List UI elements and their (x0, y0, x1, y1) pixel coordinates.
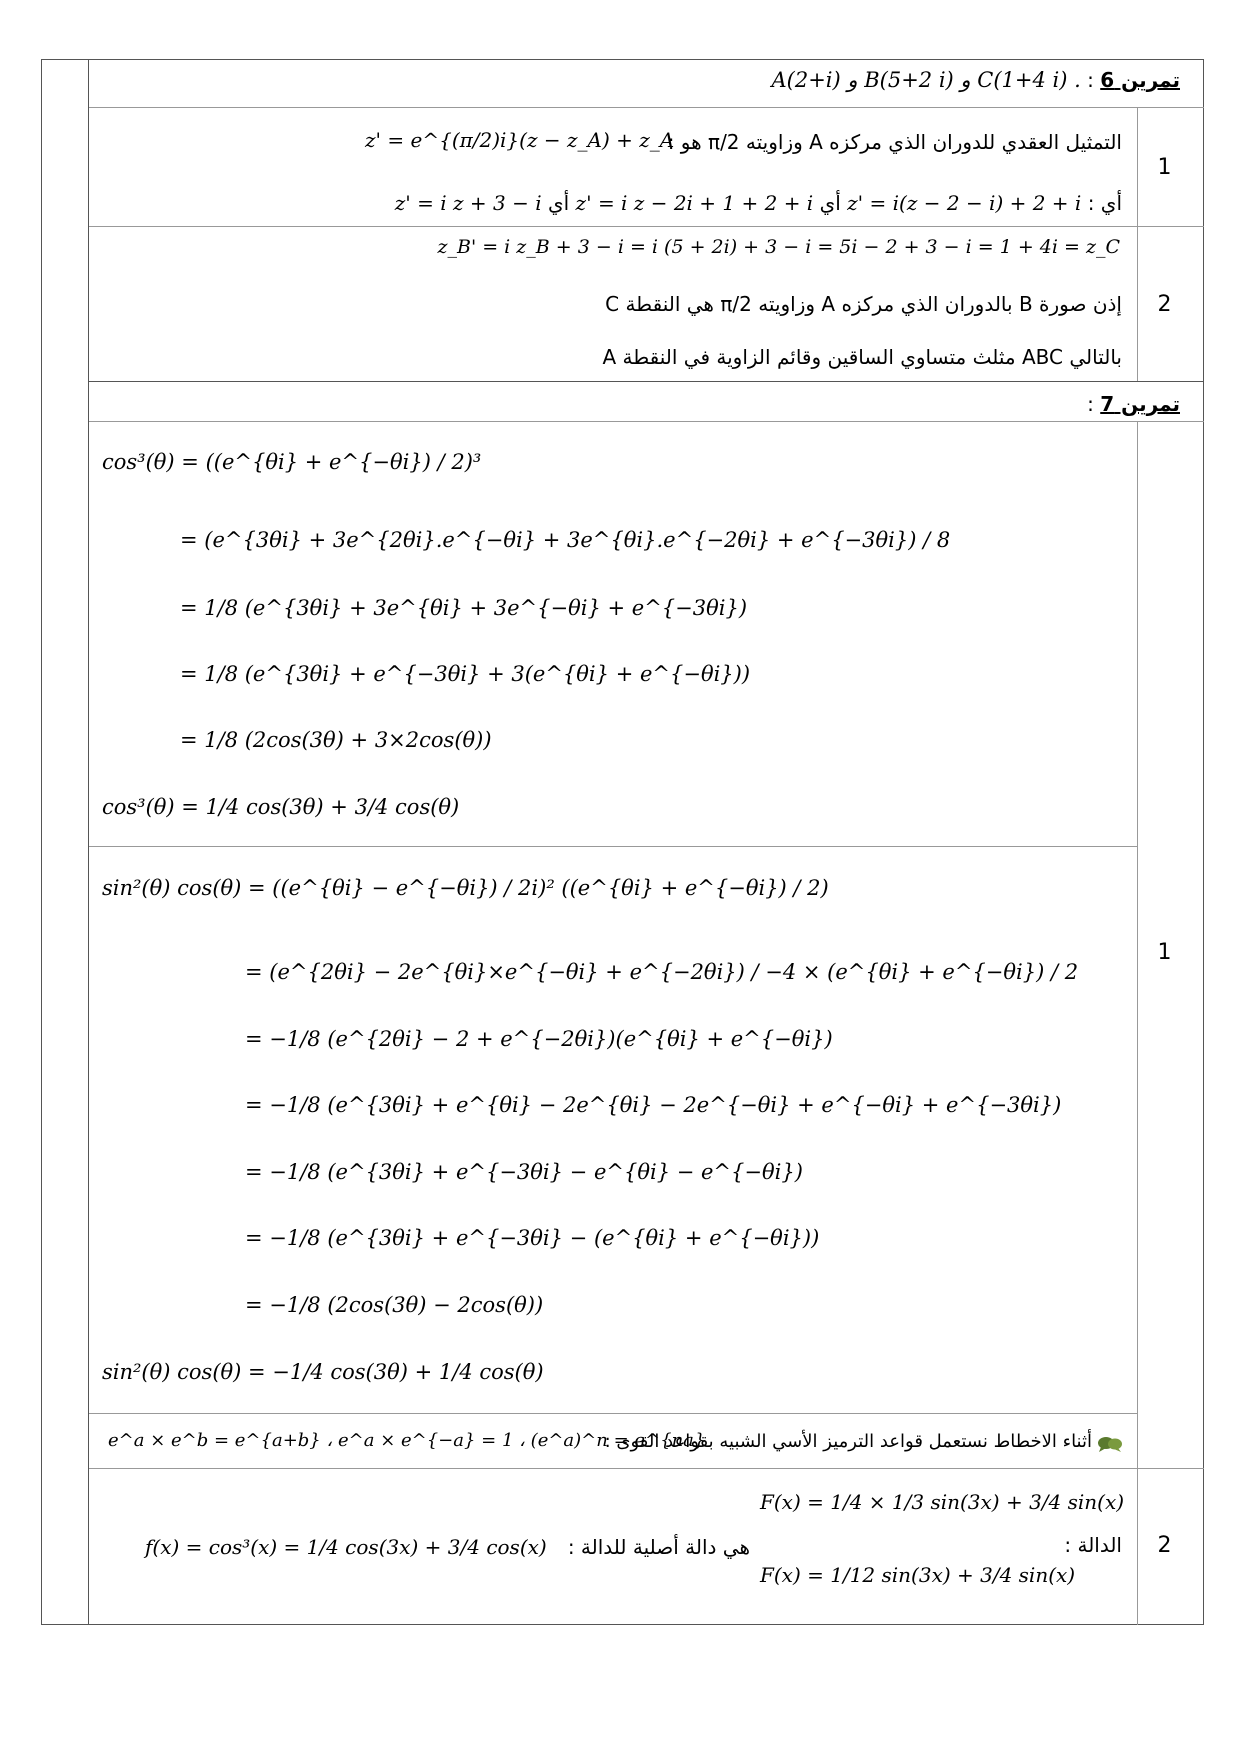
exercise-7-title: تمرين 7 (1100, 392, 1180, 416)
formula-step: z' = i z + 3 − i (394, 191, 542, 215)
sin-derivation-line: = −1/8 (e^{3θi} + e^{−3θi} − (e^{θi} + e^{−θi})) (245, 1226, 820, 1250)
question-number: 2 (1157, 1533, 1172, 1558)
cos-derivation-line: = 1/8 (2cos(3θ) + 3×2cos(θ)) (180, 728, 492, 752)
formula-step: z' = i(z − 2 − i) + 2 + i (847, 191, 1082, 215)
speech-bubbles-icon (1097, 1435, 1123, 1453)
ay-label: أي (547, 191, 570, 215)
triangle-conclusion: بالتالي ABC مثلث متساوي الساقين وقائم الزاوية في النقطة A (602, 345, 1122, 369)
rotation-formula: z' = e^{(π/2)i}(z − z_A) + z_A (365, 128, 675, 152)
row-divider (89, 1413, 1137, 1414)
cos-derivation-line: = (e^{3θi} + 3e^{2θi}.e^{−θi} + 3e^{θi}.e^{−2θi} + e^{−3θi}) / 8 (180, 528, 951, 552)
prefix-label: أي : (1087, 191, 1122, 215)
row-divider (89, 846, 1137, 847)
question-number: 2 (1157, 292, 1172, 317)
exercise-7-header: تمرين 7 : (1087, 392, 1180, 416)
row-divider (89, 107, 1204, 108)
row-divider (89, 381, 1204, 382)
row-divider (89, 1468, 1204, 1469)
exercise-6-title: تمرين 6 (1100, 68, 1180, 92)
sin-result-line: sin²(θ) cos(θ) = −1/4 cos(3θ) + 1/4 cos(θ) (102, 1360, 544, 1384)
sin-derivation-line: = −1/8 (e^{2θi} − 2 + e^{−2θi})(e^{θi} + e^{−θi}) (245, 1027, 833, 1051)
cos-derivation-line: = 1/8 (e^{3θi} + 3e^{θi} + 3e^{−θi} + e^{−3θi}) (180, 596, 748, 620)
q1-statement: التمثيل العقدي للدوران الذي مركزه A وزاويته π/2 هو : (667, 130, 1122, 154)
q1-equivalent-line (395, 191, 1122, 215)
row-divider (89, 421, 1204, 422)
cos-result-line: cos³(θ) = 1/4 cos(3θ) + 3/4 cos(θ) (102, 795, 460, 819)
exercise-6-header: تمرين 6 : A(2+i) و B(5+2 i) و C(1+4 i) . (771, 68, 1180, 92)
exponent-rules-formula: e^a × e^b = e^{a+b} ، e^a × e^{−a} = 1 ، (e^a)^n = e^{na} (108, 1430, 706, 1451)
exercise-6-points: A(2+i) و B(5+2 i) و C(1+4 i) . (771, 68, 1081, 92)
sin-derivation-line: = −1/8 (2cos(3θ) − 2cos(θ)) (245, 1293, 544, 1317)
image-of-B-formula: z_B' = i z_B + 3 − i = i (5 + 2i) + 3 − i = 5i − 2 + 3 − i = 1 + 4i = z_C (437, 236, 1120, 258)
image-statement: إذن صورة B بالدوران الذي مركزه A وزاويته π/2 هي النقطة C (605, 292, 1122, 316)
ay-label: أي (819, 191, 841, 215)
question-number: 1 (1157, 940, 1172, 965)
left-margin-column (41, 59, 89, 1625)
sin-derivation-line: sin²(θ) cos(θ) = ((e^{θi} − e^{−θi}) / 2i)² ((e^{θi} + e^{−θi}) / 2) (102, 876, 829, 900)
sin-derivation-line: = −1/8 (e^{3θi} + e^{θi} − 2e^{θi} − 2e^{−θi} + e^{−θi} + e^{−3θi}) (245, 1093, 1062, 1117)
function-f-definition: f(x) = cos³(x) = 1/4 cos(3x) + 3/4 cos(x) (145, 1535, 547, 1559)
cos-derivation-line: cos³(θ) = ((e^{θi} + e^{−θi}) / 2)³ (102, 450, 482, 474)
primitive-statement: هي دالة أصلية للدالة : (567, 1535, 750, 1559)
exponent-rules-note: أثناء الاخطاط نستعمل قواعد الترميز الأسي الشبيه بقواعد القوى : (604, 1431, 1092, 1452)
function-label: الدالة : (1064, 1533, 1122, 1557)
antiderivative-F-line: F(x) = 1/4 × 1/3 sin(3x) + 3/4 sin(x) (760, 1490, 1125, 1514)
question-number: 1 (1157, 155, 1172, 180)
row-divider (89, 226, 1204, 227)
number-column-rule (1137, 107, 1138, 381)
sin-derivation-line: = −1/8 (e^{3θi} + e^{−3θi} − e^{θi} − e^{−θi}) (245, 1160, 803, 1184)
cos-derivation-line: = 1/8 (e^{3θi} + e^{−3θi} + 3(e^{θi} + e^{−θi})) (180, 662, 751, 686)
antiderivative-F-simplified: F(x) = 1/12 sin(3x) + 3/4 sin(x) (760, 1563, 1076, 1587)
sin-derivation-line: = (e^{2θi} − 2e^{θi}×e^{−θi} + e^{−2θi}) / −4 × (e^{θi} + e^{−θi}) / 2 (245, 960, 1079, 984)
formula-step: z' = i z − 2i + 1 + 2 + i (575, 191, 814, 215)
